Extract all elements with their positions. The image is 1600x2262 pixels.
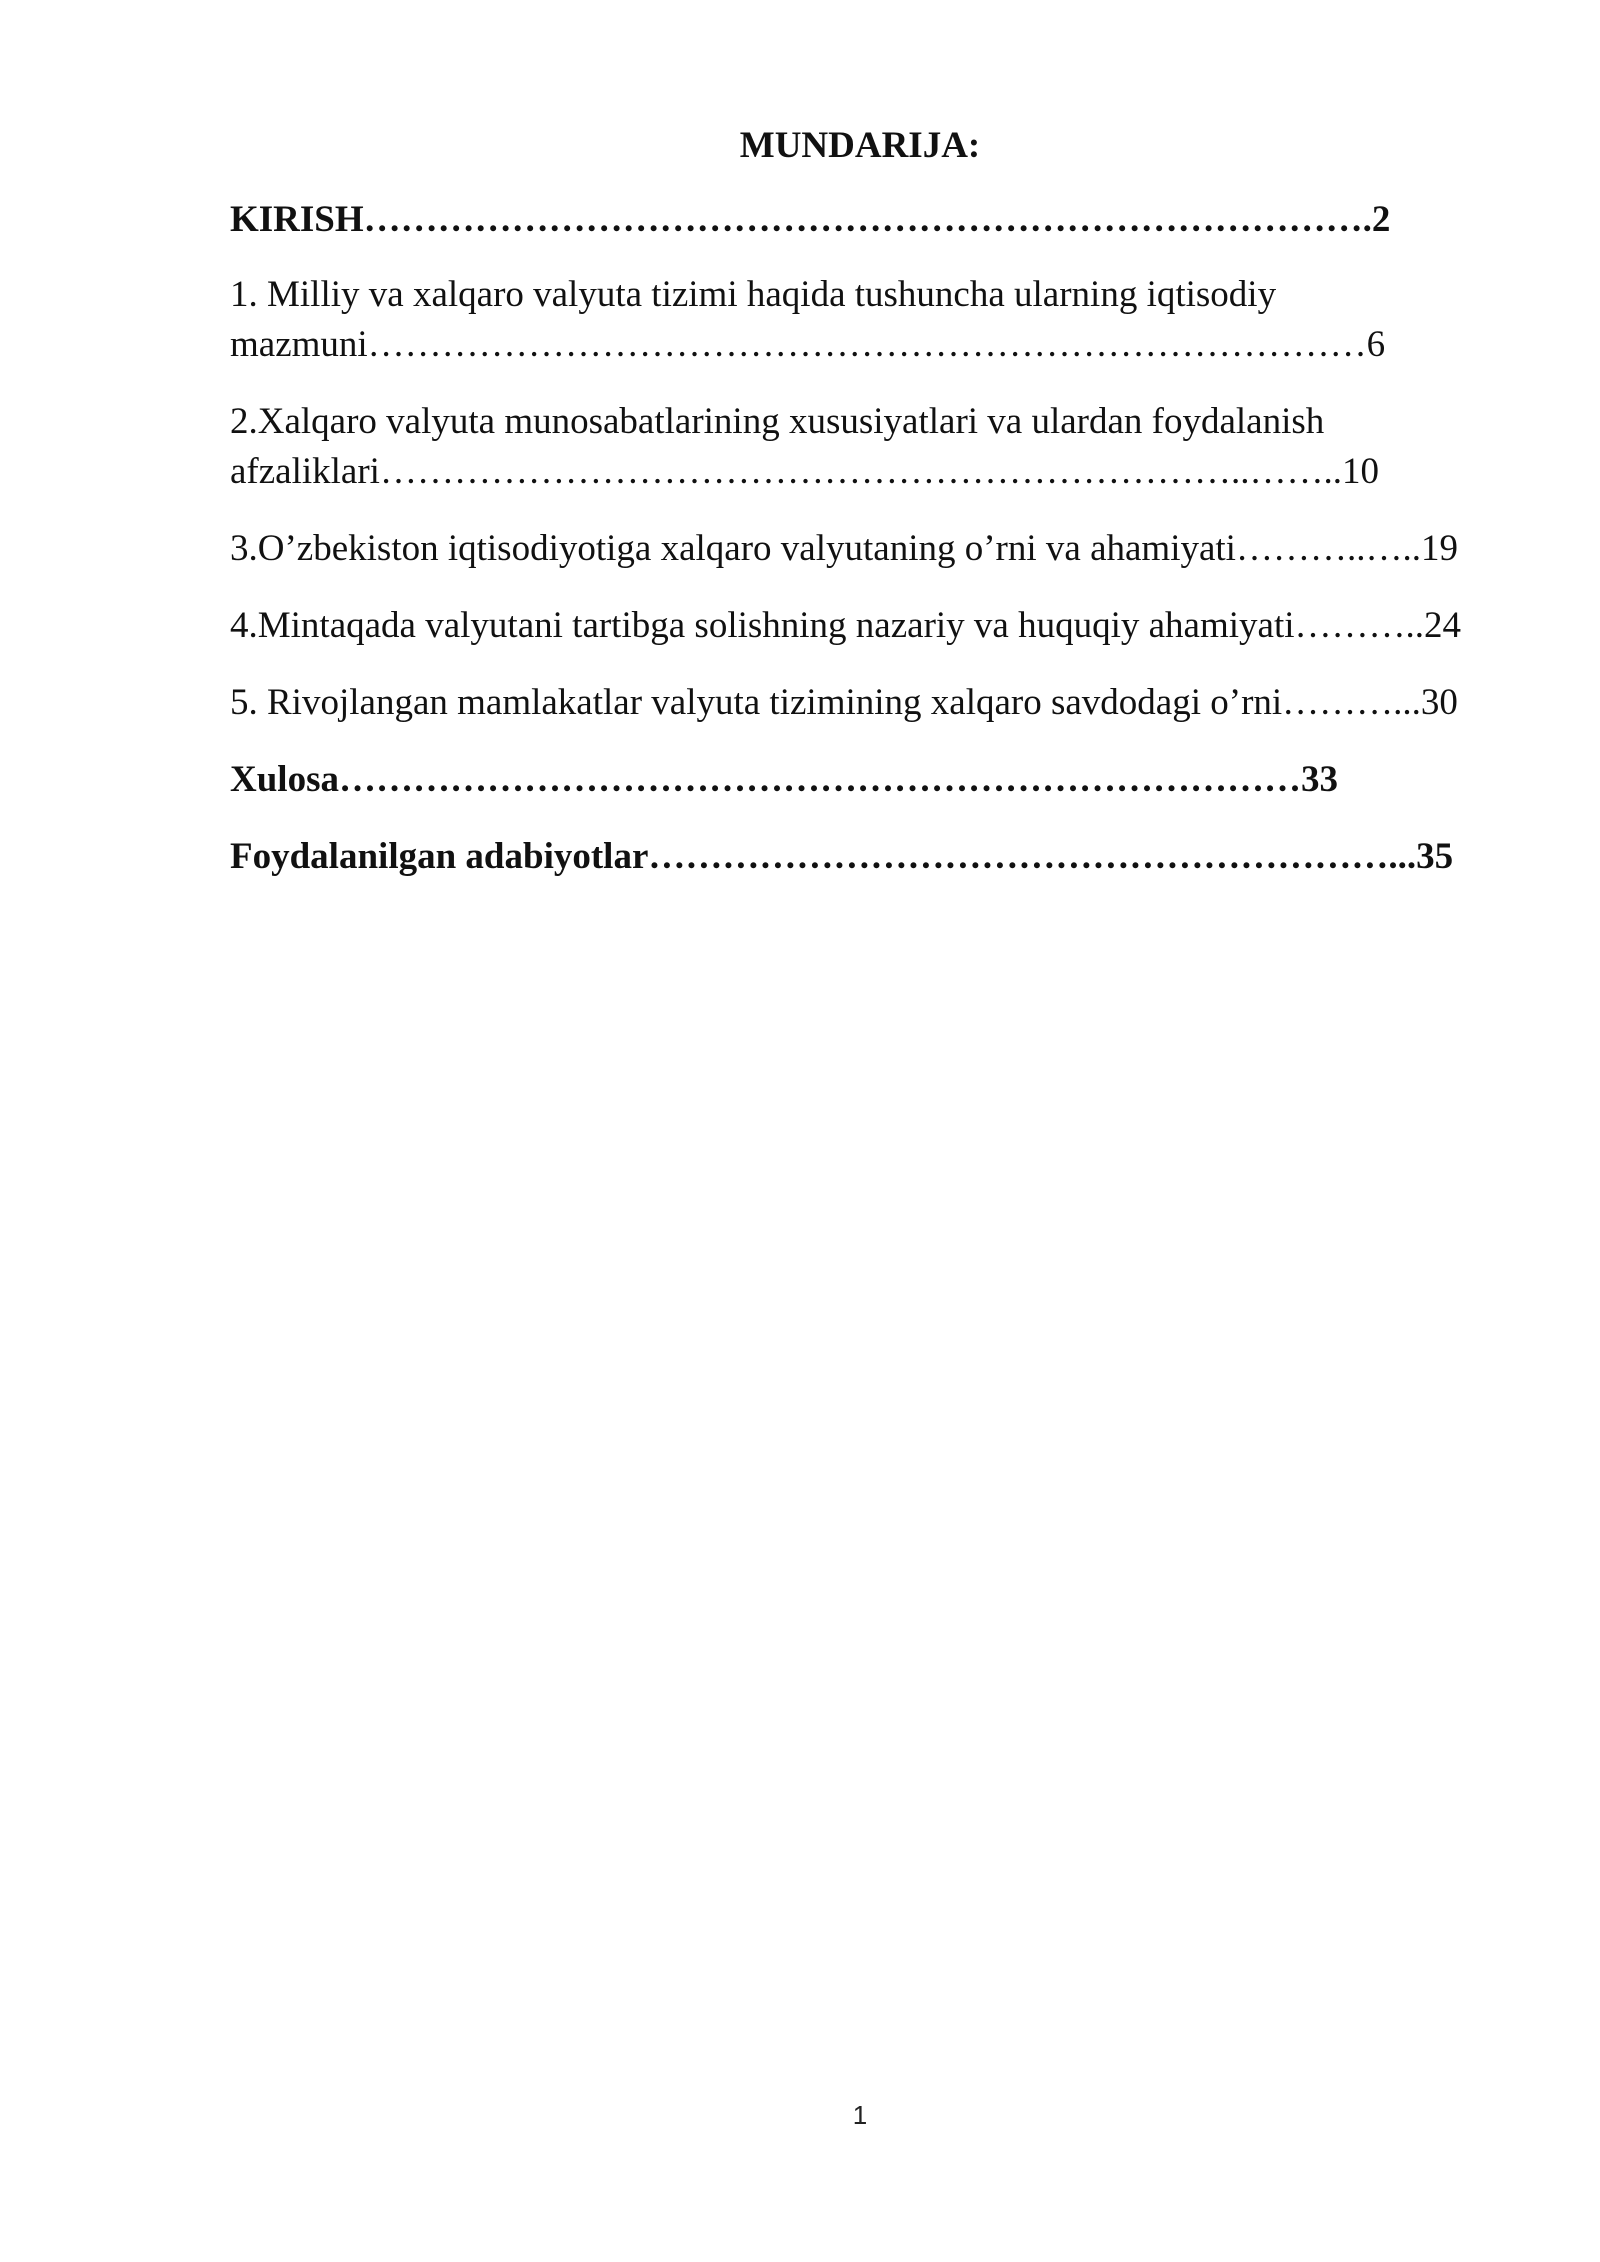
toc-entry-chapter-1 [230, 270, 1385, 370]
toc-entry-line: Foydalanilgan adabiyotlar……………………………………………………...35 [230, 836, 1454, 877]
toc-entry-line: 2.Xalqaro valyuta munosabatlarining xususiyatlari va ulardan foydalanish [230, 401, 1325, 442]
page-title: MUNDARIJA: [739, 125, 981, 166]
toc-entry-line: 1. Milliy va xalqaro valyuta tizimi haqida tushuncha ularning iqtisodiy [230, 274, 1277, 315]
toc-entry-line: 5. Rivojlangan mamlakatlar valyuta tizimining xalqaro savdodagi o’rni………...30 [230, 682, 1458, 723]
toc-entry-line: KIRISH……………………………………………………………………….2 [230, 199, 1391, 240]
toc-entry-kirish [230, 195, 1390, 245]
toc-entry-chapter-3 [230, 524, 1458, 574]
toc-entry-chapter-5 [230, 678, 1458, 728]
toc-entry-chapter-2 [230, 397, 1379, 497]
page-number: 1 [852, 2100, 868, 2130]
toc-entry-line: afzaliklari……………………………………………………………..……..10 [230, 451, 1379, 492]
toc-entry-line: 3.O’zbekiston iqtisodiyotiga xalqaro valyutaning o’rni va ahamiyati………..…..19 [230, 528, 1458, 569]
toc-entry-line: Xulosa……………………………………………………………………33 [230, 759, 1338, 800]
toc-entry-chapter-4 [230, 601, 1461, 651]
toc-entry-line: mazmuni………………………………………………………………………6 [230, 324, 1386, 365]
toc-entry-xulosa [230, 755, 1338, 805]
toc-entry-foydalanilgan-adabiyotlar [230, 832, 1453, 882]
toc-entry-line: 4.Mintaqada valyutani tartibga solishning nazariy va huquqiy ahamiyati………..24 [230, 605, 1462, 646]
